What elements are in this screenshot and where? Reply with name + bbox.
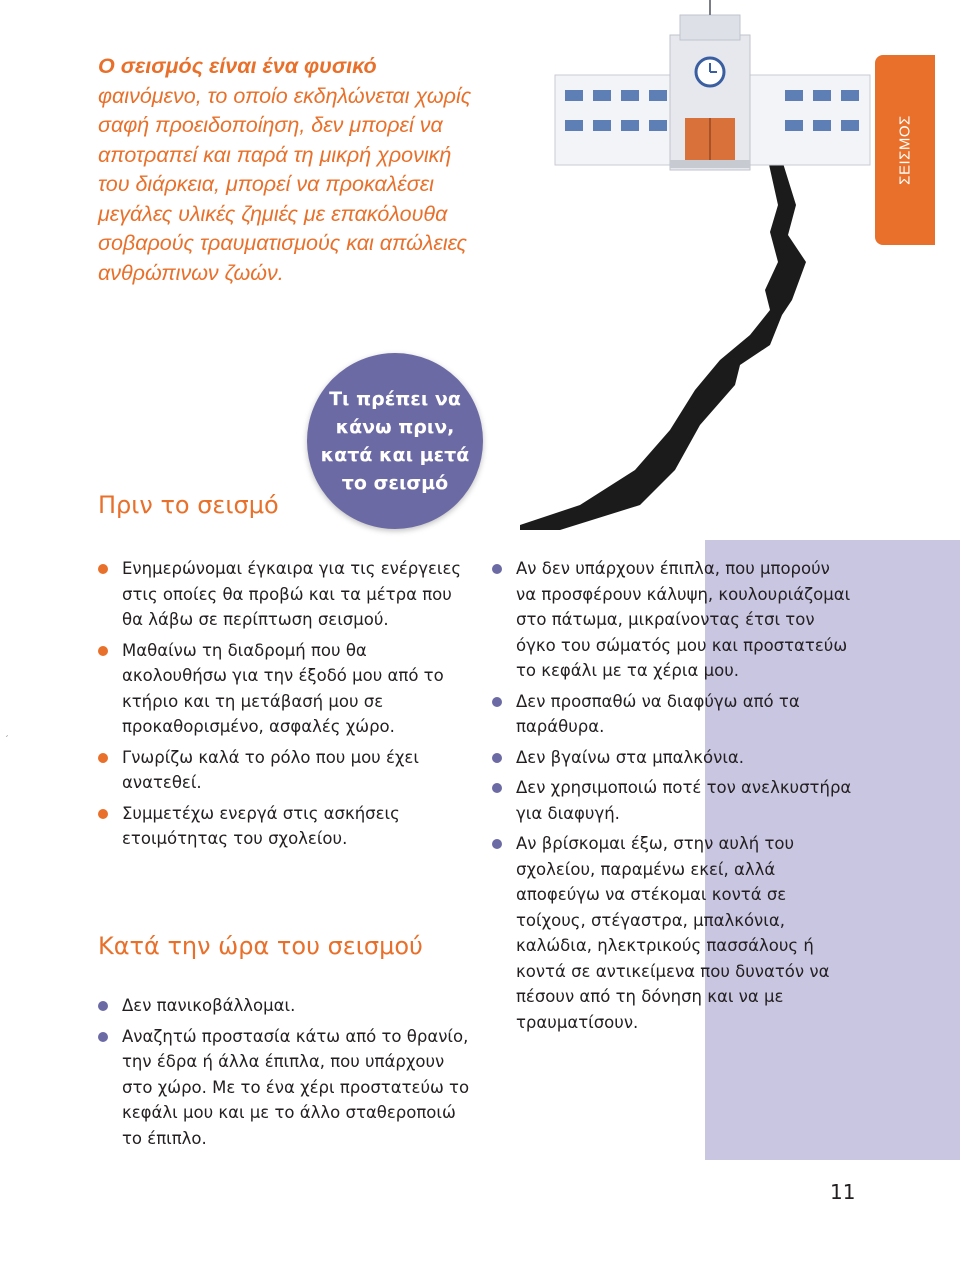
before-list — [98, 556, 473, 857]
list-item: Αν δεν υπάρχουν έπιπλα, που μπορούν να προσφέρουν κάλυψη, κουλουριάζομαι στο πάτωμα, μικραίνοντας έτσι τον όγκο του σώματός μου και προστατεύω το κεφάλι με τα χέρια μου. — [492, 556, 852, 684]
page-number: 11 — [830, 1180, 856, 1204]
during-list-continued — [492, 556, 852, 1040]
badge-text: Τι πρέπει να κάνω πριν, κατά και μετά το σεισμό — [320, 388, 470, 494]
stray-mark: ΄ — [4, 735, 9, 746]
list-item: Μαθαίνω τη διαδρομή που θα ακολουθήσω για την έξοδό μου από το κτήριο και τη μετάβασή μου σε προκαθορισμένο, ασφαλές χώρο. — [98, 638, 473, 740]
list-item: Δεν προσπαθώ να διαφύγω από τα παράθυρα. — [492, 689, 852, 740]
school-building-with-crack-illustration — [520, 0, 880, 530]
ground-crack-icon — [520, 160, 806, 530]
list-item: Ενημερώνομαι έγκαιρα για τις ενέργειες στις οποίες θα προβώ και τα μέτρα που θα λάβω σε περίπτωση σεισμού. — [98, 556, 473, 633]
before-heading: Πριν το σεισμό — [98, 491, 279, 519]
side-tab-label: ΣΕΙΣΜΟΣ — [896, 115, 914, 185]
during-list — [98, 993, 478, 1156]
list-item: Δεν χρησιμοποιώ ποτέ τον ανελκυστήρα για διαφυγή. — [492, 775, 852, 826]
list-item: Συμμετέχω ενεργά στις ασκήσεις ετοιμότητας του σχολείου. — [98, 801, 473, 852]
side-section-tab — [875, 55, 935, 245]
list-item: Αν βρίσκομαι έξω, στην αυλή του σχολείου, παραμένω εκεί, αλλά αποφεύγω να στέκομαι κοντά σε τοίχους, στέγαστρα, μπαλκόνια, καλώδια, ηλεκτρικούς πασσάλους ή κοντά σε αντικείμενα που δυνατόν να πέσουν από τη δόνηση και να με τραυματίσουν. — [492, 831, 852, 1035]
list-item: Δεν πανικοβάλλομαι. — [98, 993, 478, 1019]
list-item: Αναζητώ προστασία κάτω από το θρανίο, την έδρα ή άλλα έπιπλα, που υπάρχουν στο χώρο. Με το ένα χέρι προστατεύω το κεφάλι μου και με το άλλο σταθεροποιώ το έπιπλο. — [98, 1024, 478, 1152]
intro-first-line: Ο σεισμός είναι ένα φυσικό — [98, 54, 377, 78]
topic-badge — [307, 353, 483, 529]
intro-paragraph — [98, 52, 478, 288]
intro-rest: φαινόμενο, το οποίο εκδηλώνεται χωρίς σαφή προειδοποίηση, δεν μπορεί να αποτραπεί και παρά τη μικρή χρονική του διάρκεια, μπορεί να προκαλέσει μεγάλες υλικές ζημιές με επακόλουθα σοβαρούς τραυματισμούς και απώλειες ανθρώπινων ζωών. — [98, 83, 472, 285]
list-item: Γνωρίζω καλά το ρόλο που μου έχει ανατεθεί. — [98, 745, 473, 796]
during-heading: Κατά την ώρα του σεισμού — [98, 932, 423, 960]
list-item: Δεν βγαίνω στα μπαλκόνια. — [492, 745, 852, 771]
